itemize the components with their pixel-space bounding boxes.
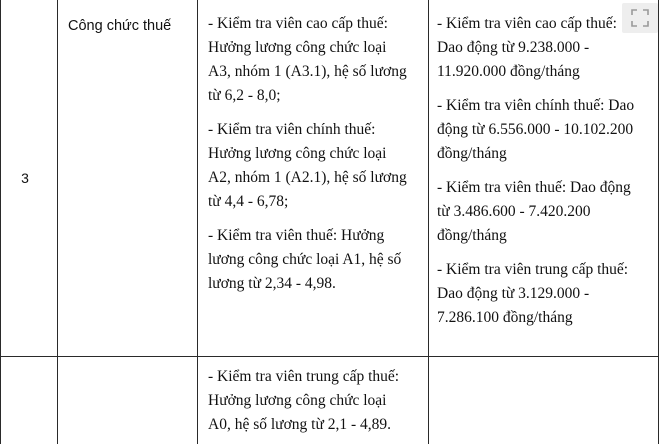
expand-button[interactable]	[622, 3, 658, 33]
text-line: từ 6,2 - 8,0;	[208, 87, 281, 104]
grade-cell	[198, 0, 429, 357]
text-line: Hưởng lương công chức loại	[208, 39, 387, 56]
table-row	[1, 357, 659, 444]
salary-paragraph	[429, 176, 658, 248]
text-line: 7.286.100 đồng/tháng	[437, 309, 573, 326]
paragraph-gap	[429, 166, 658, 176]
role-cell	[58, 357, 198, 444]
salary-paragraph	[429, 258, 658, 330]
row-number: 3	[21, 170, 29, 186]
grade-list	[198, 0, 428, 296]
text-line: lương từ 2,34 - 4,98.	[208, 275, 336, 292]
text-line: 11.920.000 đồng/tháng	[437, 63, 580, 80]
text-line: - Kiểm tra viên cao cấp thuế:	[437, 15, 617, 32]
role-name: Công chức thuế	[68, 18, 172, 34]
salary-cell	[429, 357, 659, 444]
text-line: từ 3.486.600 - 7.420.200	[437, 203, 591, 220]
text-line: Dao động từ 3.129.000 -	[437, 285, 590, 302]
text-line: - Kiểm tra viên thuế: Dao động	[437, 179, 631, 196]
text-line: Dao động từ 9.238.000 -	[437, 39, 590, 56]
paragraph-gap	[198, 108, 428, 118]
grade-cell	[198, 357, 429, 444]
text-line: từ 4,4 - 6,78;	[208, 193, 289, 210]
text-line: - Kiểm tra viên cao cấp thuế:	[208, 15, 388, 32]
text-line: - Kiểm tra viên trung cấp thuế:	[208, 368, 400, 385]
text-line: - Kiểm tra viên trung cấp thuế:	[437, 261, 629, 278]
grade-list	[198, 357, 428, 437]
text-line: A3, nhóm 1 (A3.1), hệ số lương	[208, 63, 407, 80]
paragraph-gap	[429, 248, 658, 258]
text-line: động từ 6.556.000 - 10.102.200	[437, 121, 634, 138]
row-number-cell	[1, 357, 58, 444]
text-line: Hưởng lương công chức loại	[208, 392, 387, 409]
salary-paragraph	[429, 94, 658, 166]
grade-paragraph	[198, 12, 428, 108]
text-line: đồng/tháng	[437, 145, 507, 162]
grade-paragraph	[198, 357, 428, 437]
salary-list	[429, 0, 658, 330]
text-line: lương công chức loại A1, hệ số	[208, 251, 402, 268]
text-line: - Kiểm tra viên thuế: Hưởng	[208, 227, 385, 244]
row-number-cell	[1, 0, 58, 357]
text-line: đồng/tháng	[437, 227, 507, 244]
salary-cell	[429, 0, 659, 357]
text-line: A2, nhóm 1 (A2.1), hệ số lương	[208, 169, 407, 186]
text-line: - Kiểm tra viên chính thuế:	[208, 121, 376, 138]
paragraph-gap	[198, 214, 428, 224]
paragraph-gap	[429, 84, 658, 94]
text-line: A0, hệ số lương từ 2,1 - 4,89.	[208, 416, 392, 433]
text-line: - Kiểm tra viên chính thuế: Dao	[437, 97, 635, 114]
text-line: Hưởng lương công chức loại	[208, 145, 387, 162]
grade-paragraph	[198, 118, 428, 214]
role-cell	[58, 0, 198, 357]
grade-paragraph	[198, 224, 428, 296]
expand-icon	[631, 9, 649, 27]
table-row	[1, 0, 659, 357]
